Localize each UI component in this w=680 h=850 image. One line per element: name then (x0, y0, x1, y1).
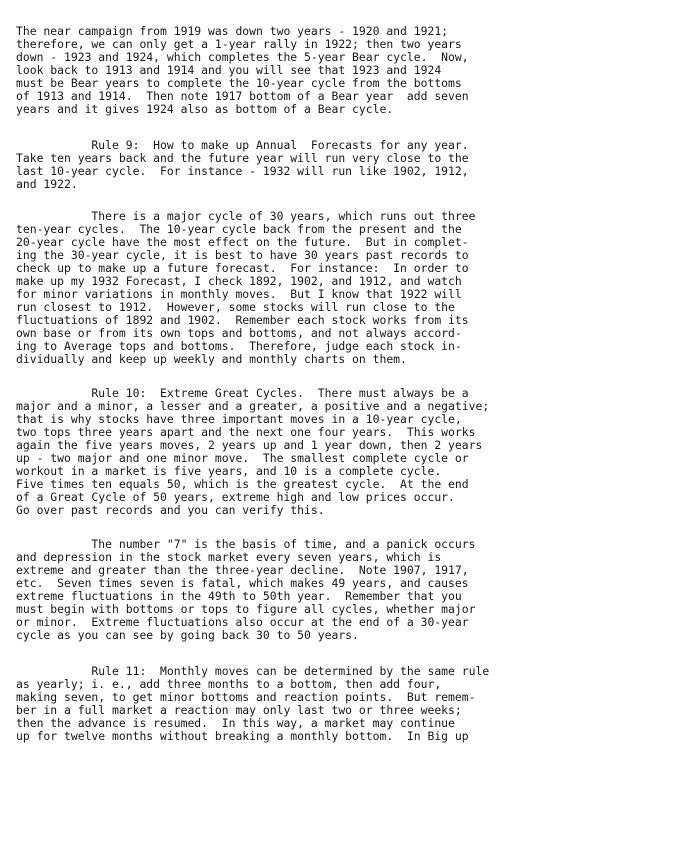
text-line: ing the 30-year cycle, it is best to have 30 years past records to (16, 248, 469, 262)
text-line: 20-year cycle have the most effect on the future. But in complet- (16, 235, 469, 249)
text-line: The number "7" is the basis of time, and a panick occurs (16, 537, 476, 551)
text-line: run closest to 1912. However, some stocks will run close to the (16, 300, 455, 314)
text-line: as yearly; i. e., add three months to a bottom, then add four, (16, 677, 442, 691)
text-line: and depression in the stock market every seven years, which is (16, 550, 442, 564)
text-line: extreme and greater than the three-year decline. Note 1907, 1917, (16, 563, 469, 577)
text-line: Take ten years back and the future year will run very close to the (16, 151, 469, 165)
text-line: of 1913 and 1914. Then note 1917 bottom of a Bear year add seven (16, 89, 469, 103)
text-line: up - two major and one minor move. The smallest complete cycle or (16, 451, 469, 465)
text-line: therefore, we can only get a 1-year rally in 1922; then two years (16, 37, 462, 51)
text-line: look back to 1913 and 1914 and you will see that 1923 and 1924 (16, 63, 442, 77)
text-line: major and a minor, a lesser and a greater, a positive and a negative; (16, 399, 490, 413)
text-line: make up my 1932 Forecast, I check 1892, 1902, and 1912, and watch (16, 274, 462, 288)
text-line: workout in a market is five years, and 10 is a complete cycle. (16, 464, 442, 478)
text-line: Go over past records and you can verify this. (16, 503, 325, 517)
text-line: The near campaign from 1919 was down two years - 1920 and 1921; (16, 24, 449, 38)
text-line: last 10-year cycle. For instance - 1932 will run like 1902, 1912, (16, 164, 469, 178)
text-line: making seven, to get minor bottoms and reaction points. But remem- (16, 690, 476, 704)
text-line: must begin with bottoms or tops to figure all cycles, whether major (16, 602, 476, 616)
text-line: up for twelve months without breaking a monthly bottom. In Big up (16, 729, 469, 743)
text-line: must be Bear years to complete the 10-year cycle from the bottoms (16, 76, 462, 90)
text-line: again the five years moves, 2 years up and 1 year down, then 2 years (16, 438, 483, 452)
text-line: fluctuations of 1892 and 1902. Remember each stock works from its (16, 313, 469, 327)
text-line: Five times ten equals 50, which is the greatest cycle. At the end (16, 477, 469, 491)
text-line: then the advance is resumed. In this way, a market may continue (16, 716, 455, 730)
text-line: down - 1923 and 1924, which completes the 5-year Bear cycle. Now, (16, 50, 469, 64)
text-line: There is a major cycle of 30 years, which runs out three (16, 209, 476, 223)
text-line: years and it gives 1924 also as bottom of a Bear cycle. (16, 102, 394, 116)
text-line: own base or from its own tops and bottoms, and not always accord- (16, 326, 462, 340)
text-line: that is why stocks have three important moves in a 10-year cycle, (16, 412, 462, 426)
text-line: ing to Average tops and bottoms. Therefore, judge each stock in- (16, 339, 462, 353)
text-line: extreme fluctuations in the 49th to 50th year. Remember that you (16, 589, 462, 603)
text-line: check up to make up a future forecast. For instance: In order to (16, 261, 469, 275)
text-line: two tops three years apart and the next one four years. This works (16, 425, 476, 439)
rule-heading: Rule 9: How to make up Annual Forecasts for any year. (16, 138, 469, 152)
rule-heading: Rule 10: Extreme Great Cycles. There must always be a (16, 386, 469, 400)
text-line: etc. Seven times seven is fatal, which makes 49 years, and causes (16, 576, 469, 590)
rule-heading: Rule 11: Monthly moves can be determined by the same rule (16, 664, 490, 678)
text-line: dividually and keep up weekly and monthly charts on them. (16, 352, 407, 366)
text-line: of a Great Cycle of 50 years, extreme high and low prices occur. (16, 490, 455, 504)
text-line: ten-year cycles. The 10-year cycle back from the present and the (16, 222, 462, 236)
text-line: cycle as you can see by going back 30 to 50 years. (16, 628, 359, 642)
text-line: or minor. Extreme fluctuations also occur at the end of a 30-year (16, 615, 469, 629)
text-line: ber in a full market a reaction may only last two or three weeks; (16, 703, 462, 717)
text-line: and 1922. (16, 177, 78, 191)
text-line: for minor variations in monthly moves. But I know that 1922 will (16, 287, 462, 301)
